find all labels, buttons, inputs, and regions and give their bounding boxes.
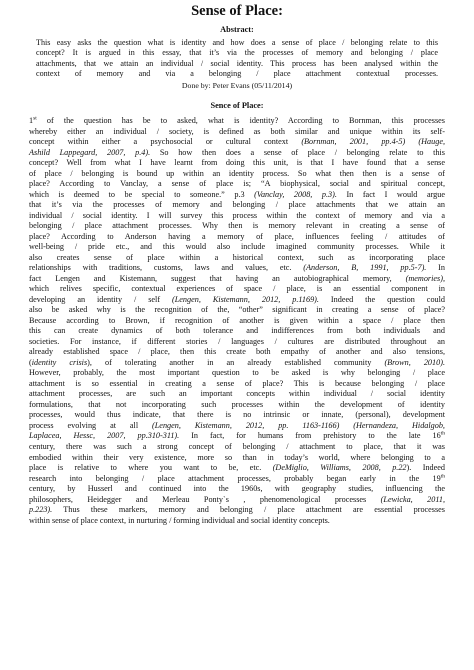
body-text-run: processes, would thus indicate, that there is no intrinsic or innate, (personal), development [29, 410, 445, 420]
body-line [29, 474, 445, 485]
superscript-text: th [440, 472, 445, 479]
section-heading: Sence of Place: [210, 101, 264, 110]
body-line [29, 242, 445, 253]
body-line [29, 358, 445, 369]
abstract-text [36, 38, 438, 80]
body-text-run: century, by Husserl and continued into the 1960s, with geography studies, influencing the [29, 484, 445, 494]
body-text-run: also creates sense of place within a historical context, such as incorporating place [29, 252, 445, 262]
body-line [29, 116, 445, 127]
abstract-line: context of memory and via a belonging / place attachment contextual processes. [36, 69, 438, 79]
body-line [29, 495, 445, 506]
body-text-run: ( [29, 357, 32, 367]
body-line [29, 505, 445, 516]
body-text-run: whereby either an individual / society, is defined as both similar and unique within its self- [29, 126, 445, 136]
body-text-run: concept? Well from what I have learnt from doing this unit, is that I have found that a sense [29, 158, 445, 168]
page-title: Sense of Place: [191, 3, 283, 19]
body-line [29, 463, 445, 474]
body-line [29, 295, 445, 306]
body-line [29, 137, 445, 148]
citation-text: (Vanclay, 2008, p.3). [254, 189, 337, 199]
body-text-run: which relives specific, contextual experiences of space / place, is an essential component in [29, 284, 445, 294]
superscript-text: st [33, 115, 37, 122]
body-text-run: also be asked why is the recognition of the, “other” significant in creating a sense of place? [29, 305, 445, 315]
body-text-run: within sense of place context, in nurturing / forming individual and social identity concepts. [29, 515, 330, 525]
body-line [29, 158, 445, 169]
body-line [29, 221, 445, 232]
body-text-run: In fact I would argue [336, 189, 445, 199]
body-text-run: So how then does a sense of place / belonging relate to this [150, 147, 445, 157]
body-text-run: 1 [29, 116, 34, 125]
body-text-run: attachment is so essential in creating a sense of place? This is because belonging / place [29, 378, 445, 388]
body-text-run: Indeed the question could [318, 294, 445, 304]
body-text-run: However, probably, the most important question to be asked is why belonging / place [29, 368, 445, 378]
abstract-heading: Abstract: [220, 25, 254, 34]
body-text-run: that it’s via the processes of memory and belonging / place attachments that we attain an [29, 200, 445, 210]
body-line [29, 200, 445, 211]
body-line [29, 442, 445, 453]
body-text-run: individual / social identity. I will survey this process within the context of memory and via a [29, 210, 445, 220]
citation-text: (DeMiglio, Williams, 2008, p.22 [272, 463, 407, 473]
body-text-run: developing an identity / self [29, 294, 173, 304]
body-line [29, 305, 445, 316]
body-text-run: philosophers, Heidegger and Merleau Ponty`s , phenomenological processes [29, 494, 381, 504]
body-line [29, 431, 445, 442]
body-text-run: In [426, 263, 445, 273]
citation-text: p.223). [29, 505, 53, 515]
body-text-run: of place / belonging is bound up within an identity process. So what then then is a sense of [29, 168, 445, 178]
body-line [29, 410, 445, 421]
body-text-run: well-being / pride etc., and this would also include imagined community processes. While it [29, 242, 445, 252]
body-text-run: ). Indeed [406, 463, 445, 473]
body-line [29, 179, 445, 190]
body-line [29, 274, 445, 285]
body-line [29, 232, 445, 243]
body-text-run: In fact, for humans from prehistory to the late 16 [179, 431, 441, 441]
body-line [29, 148, 445, 159]
body-text-run: formulations, that not incorporating such processes within the development of identity [29, 399, 445, 409]
citation-text: (Bornman, 2001, pp.4-5) (Hauge, [301, 137, 445, 147]
body-line [29, 127, 445, 138]
body-line [29, 190, 445, 201]
body-line [29, 389, 445, 400]
citation-text: Laplacea, Hessc, 2007, pp.310-311). [29, 431, 180, 441]
citation-text: (Lewicka, 2011, [380, 494, 446, 504]
body-text-run: which is deemed to be special to someone.” p.3 [29, 189, 255, 199]
body-text-run: place? According to Vanclay, a sense of place is; “A biophysical, social and spiritual concept, [29, 179, 445, 189]
body-text-run: belonging / place attachment processes. Why then is memory relevant in creating a sense of [29, 221, 445, 231]
body-line [29, 421, 445, 432]
body-text-run: century, there was such a strong concept of belonging / attachment to place, that it was [29, 441, 445, 451]
body-text-run: of the question has be to asked, what is identity? According to Bornman, this processes [36, 116, 445, 125]
body-line [29, 263, 445, 274]
body-line [29, 516, 445, 527]
body-text-run: societies. For instance, if different stories / languages / cultures are distributed throughout an [29, 336, 445, 346]
body-text-run: relationships with traditions, customs, laws and values, etc. [29, 263, 304, 273]
abstract-line: attachments, that we attain an individual / social identity. This process has been analysed within the [36, 58, 438, 68]
body-line [29, 484, 445, 495]
body-line [29, 337, 445, 348]
body-text-run: process evolving at all [29, 420, 153, 430]
citation-text: (Anderson, B, 1991, pp.5-7). [303, 263, 427, 273]
citation-text: (Lengen, Kistemann, 2012, p.1169). [172, 294, 319, 304]
citation-text: (Lengen, Kistemann, 2012, pp. 1163-1166) (Hernandeza, Hidalgob, [152, 420, 445, 430]
body-line [29, 453, 445, 464]
body-text-run: embodied within their very existence, more so than in today’s world, where belonging to a [29, 452, 445, 462]
body-line [29, 169, 445, 180]
abstract-line: This easy asks the question what is identity and how does a sense of place / belonging relate to this [36, 38, 438, 47]
body-line [29, 368, 445, 379]
body-text-run: ), of tolerating another in an already established community [87, 357, 385, 367]
superscript-text: th [440, 430, 445, 437]
body-line [29, 347, 445, 358]
abstract-line: concept? It is argued in this essay, that it’s via the processes of memory and belonging / place [36, 48, 438, 58]
body-text-run: concept within either a psychosocial or cultural context [29, 137, 302, 147]
body-line [29, 400, 445, 411]
body-text [29, 116, 445, 526]
author-byline: Done by: Peter Evans (05/11/2014) [181, 81, 293, 90]
body-text-run: place is relative to where you want to be, etc. [29, 463, 273, 473]
body-text-run: Because according to Brown, if recognition of another is given within a space / place then [29, 315, 445, 325]
citation-text: (memories), [405, 273, 445, 283]
body-text-run: attachment processes, are such an important concepts within individual / social identity [29, 389, 445, 399]
body-text-run: Thus these markers, memory and belonging / place attachment are essential processes [52, 505, 445, 515]
body-line [29, 326, 445, 337]
citation-text: identity crisis [31, 357, 88, 367]
body-line [29, 316, 445, 327]
body-line [29, 211, 445, 222]
body-text-run: fact Lengen and Kistemann, suggest that having an autobiographical memory, [29, 273, 406, 283]
citation-text: (Brown, 2010). [384, 357, 445, 367]
body-text-run: already established space / place, then this create both empathy of another and also tensions, [29, 347, 445, 357]
citation-text: Ashild Lappegard, 2007, p.4). [29, 147, 151, 157]
body-text-run: research into belonging / place attachment processes, probably began early in the 19 [29, 473, 441, 483]
body-text-run: place? According to Anderson having a memory of place, influences feeling / attitudes of [29, 231, 445, 241]
body-text-run: this can create dynamics of both tolerance and indifferences from both individuals and [29, 326, 445, 336]
body-line [29, 253, 445, 264]
body-line [29, 379, 445, 390]
body-line [29, 284, 445, 295]
